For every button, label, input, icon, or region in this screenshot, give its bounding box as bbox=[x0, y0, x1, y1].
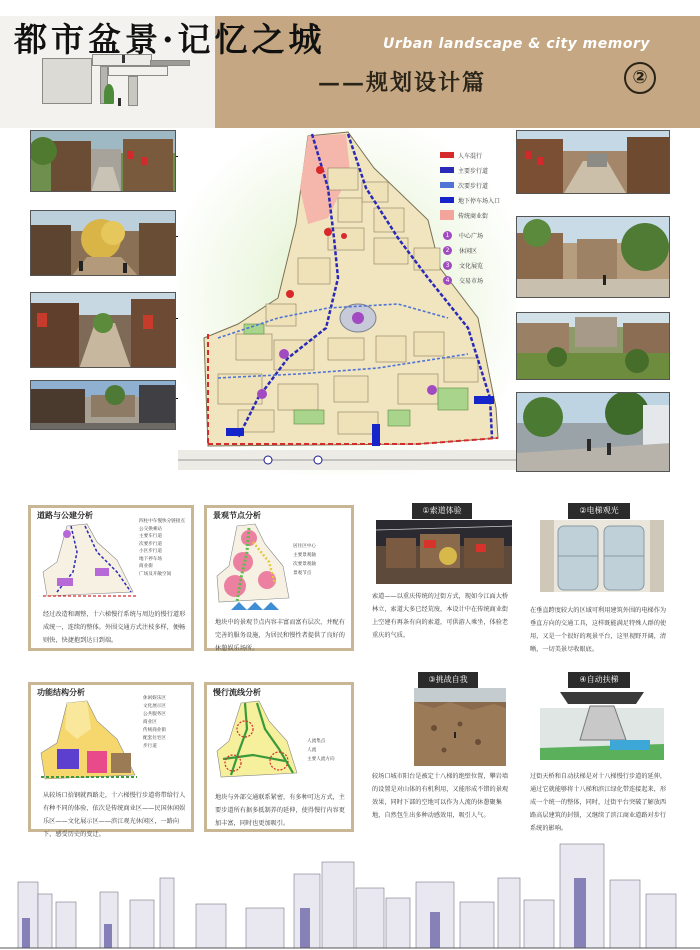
street-photo-right-1 bbox=[516, 130, 670, 194]
legend-node bbox=[440, 243, 520, 257]
scenic-node-panel bbox=[204, 505, 354, 651]
legend-label: 主要步行道 bbox=[458, 167, 489, 175]
panel-legend-item: 主要人流方向 bbox=[307, 757, 335, 762]
panel-legend-item: 主要车行道 bbox=[139, 534, 162, 539]
panel-legend-item: 人流集点 bbox=[307, 739, 326, 744]
panel-legend bbox=[143, 695, 193, 751]
legend-item bbox=[440, 163, 520, 177]
panel-description: 地块中的景观节点内容丰富而富有层次，并配有完善的服务设施，为居民和慢性者提供了良好的休憩娱乐场所。 bbox=[215, 619, 345, 652]
road-analysis-panel bbox=[28, 505, 194, 651]
panel-legend-item: 居住区中心 bbox=[293, 544, 316, 549]
panel-title: 慢行流线分析 bbox=[213, 688, 261, 697]
legend-label: 文化展览 bbox=[459, 262, 484, 270]
panel-legend bbox=[139, 518, 191, 578]
cliff-description: 较场口城市阳台是被定十八梯的绝壁位置，攀岩墙的设置是对山体的有机利用，又能形成不错的景观效果，同时下部的空地可以作为人流的休憩聚集地，自然包生出多种动感效用，吸引人气。 bbox=[372, 773, 509, 819]
panel-description: 经过改造和调整，十六梯慢行系统与周边的慢行道形成统一，连续的整体。外围交通方式注枝多样，便畅则快，快捷抱到达日到端。 bbox=[43, 611, 186, 644]
poster-subtitle: ——规划设计篇 bbox=[318, 70, 487, 96]
node-number-icon: 2 bbox=[443, 246, 452, 255]
panel-legend-item: 配套住宅区 bbox=[143, 736, 166, 741]
panel-legend-item: 休闲娱乐区 bbox=[143, 696, 166, 701]
panel-legend-item: 人流 bbox=[307, 748, 317, 753]
legend-item bbox=[440, 193, 520, 207]
poster-title-english: Urban landscape & city memory bbox=[383, 36, 650, 52]
panel-legend-item: 传统商业街 bbox=[143, 728, 166, 733]
node-number-icon: 1 bbox=[443, 231, 452, 240]
cableway-render bbox=[376, 520, 512, 584]
street-photo-right-3 bbox=[516, 312, 670, 380]
escalator-description: 过街天桥和自动扶梯是对十八梯慢行步道的延伸，通过它就能够将十八梯和滨江绿化带连接起来，形成一个统一的整体，同时，过街平台突破了解放西路高层建筑的封锁，又继续了滨江商业道路对步行系统的影响。 bbox=[530, 773, 667, 832]
escalator-title: ④自动扶梯 bbox=[568, 672, 630, 688]
panel-legend-item: 小区步行道 bbox=[139, 549, 162, 554]
cableway-title: ①索道体验 bbox=[412, 503, 472, 519]
plan-legend bbox=[440, 148, 520, 288]
street-photo-right-2 bbox=[516, 216, 670, 298]
panel-legend-item: 四柱中车慢快分链接点 bbox=[139, 519, 185, 524]
panel-legend-item: 商业街 bbox=[139, 564, 153, 569]
legend-label: 地下停车场入口 bbox=[458, 197, 501, 205]
cableway-description: 索道——以重庆传统的过街方式，现如今江面大桥林立，索道大多已经荒废，本设计中在传统商业街上空建有再条有向的索道，可供游人乘坐，体验老重庆的气质。 bbox=[372, 593, 509, 639]
panel-title: 功能结构分析 bbox=[37, 688, 85, 697]
panel-legend-item: 步行道 bbox=[143, 744, 157, 749]
function-structure-panel bbox=[28, 682, 194, 838]
node-number-icon: 3 bbox=[443, 261, 452, 270]
panel-title: 景观节点分析 bbox=[213, 511, 261, 520]
street-photo-left-4 bbox=[30, 380, 176, 430]
legend-item bbox=[440, 178, 520, 192]
panel-legend-item: 景观节点 bbox=[293, 571, 312, 576]
panel-legend-item: 公交换乘站 bbox=[139, 526, 162, 532]
node-number-icon: 4 bbox=[443, 276, 452, 285]
panel-legend-item: 次要步行道 bbox=[139, 541, 162, 547]
legend-label: 休闲区 bbox=[459, 247, 478, 255]
panel-description: 地块与外部交通联系紧密，有多种可达方式，主要步道所有据多抵制养的延伸，使得慢行内容更加丰富，同时也更加吸引。 bbox=[215, 794, 345, 827]
panel-legend bbox=[307, 737, 353, 764]
legend-node bbox=[440, 258, 520, 272]
legend-label: 人车混行 bbox=[458, 152, 483, 160]
legend-item bbox=[440, 148, 520, 162]
legend-label: 交易市场 bbox=[459, 277, 484, 285]
legend-label: 次要步行道 bbox=[458, 182, 489, 190]
street-photo-left-3 bbox=[30, 292, 176, 368]
legend-node bbox=[440, 273, 520, 287]
elevator-title: ②电梯观光 bbox=[568, 503, 630, 519]
legend-item bbox=[440, 208, 520, 222]
elevator-render bbox=[540, 520, 664, 592]
legend-label: 传统商业街 bbox=[458, 212, 489, 220]
panel-legend-item: 文化展示区 bbox=[143, 704, 166, 709]
panel-legend-item: 次要景观轴 bbox=[293, 562, 316, 567]
climbing-wall-render bbox=[414, 688, 506, 766]
street-photo-right-4 bbox=[516, 392, 670, 472]
panel-legend-item: 商业区 bbox=[143, 720, 157, 725]
sheet-number-badge: ② bbox=[624, 62, 656, 94]
street-photo-left-2 bbox=[30, 210, 176, 276]
legend-label: 中心广场 bbox=[459, 232, 484, 240]
street-photo-left-1 bbox=[30, 130, 176, 192]
cliff-title: ③挑战自我 bbox=[418, 672, 478, 688]
panel-legend-item: 主要景观轴 bbox=[293, 553, 316, 558]
panel-legend bbox=[293, 542, 353, 578]
panel-legend-item: 公共服务区 bbox=[143, 712, 166, 717]
panel-description: 从较场口拾钢就西路走，十六梯慢行步道将带给行人有种不同的体验，依次是传统商业区——民国休闲娱乐区——文化展示区——滨江观光休闲区，一路向下，感受历史的变迁。 bbox=[43, 792, 186, 838]
legend-node bbox=[440, 228, 520, 242]
panel-legend-item: 地下停车场 bbox=[139, 556, 162, 562]
slow-traffic-panel bbox=[204, 682, 354, 832]
escalator-render bbox=[540, 688, 664, 760]
poster-title: 都市盆景·记忆之城 bbox=[14, 20, 326, 59]
panel-legend-item: 广场及开敞空间 bbox=[139, 571, 172, 577]
panel-title: 道路与公建分析 bbox=[37, 511, 93, 520]
elevator-description: 在垂直跨度较大的区域可利用建筑外围的电梯作为垂直方向的交通工具，这样既能满足特殊人群的使用，又是一个很好的观景平台，这里视野开阔，清晰，一切美景尽收眼底。 bbox=[530, 607, 667, 653]
skyline-elevation bbox=[0, 838, 700, 950]
